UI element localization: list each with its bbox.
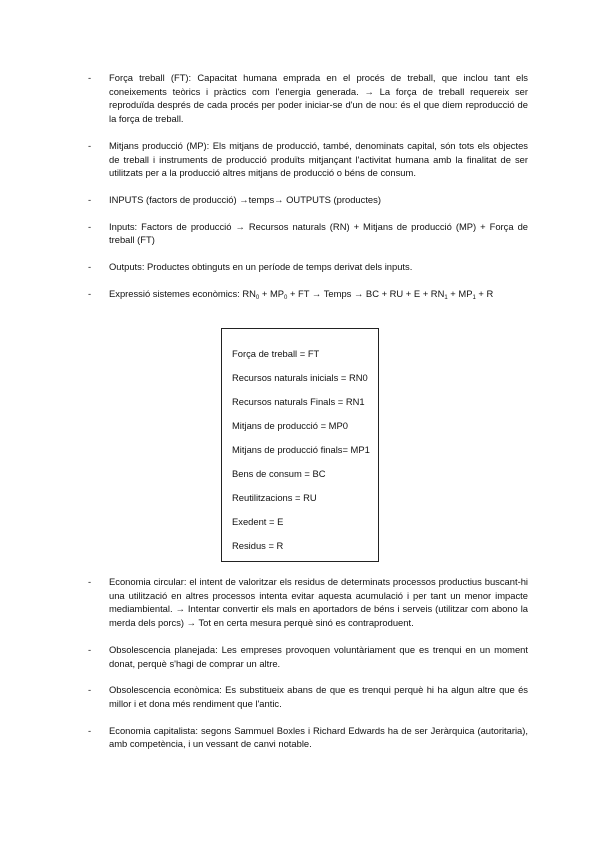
list-item: [88, 260, 528, 274]
list-item: [88, 575, 528, 630]
legend-line: Exedent = E: [232, 516, 284, 527]
item-text-forca-treball: Força treball (FT): Capacitat humana emprada en el procés de treball, que inclou tant els coneixements teòrics i pràctics com l'energia generada. → La força de treball requereix ser reproduïda després de cada procés per poder iniciar-se d'un de nou: és el que diem reproducció de la força de treball.: [109, 72, 528, 125]
item-text-economia-circular: Economia circular: el intent de valoritzar els residus de determinats processos productius buscant-hi una utilització en altres processos intenta evitar aquesta acumulació i per tant un menor impacte mediambiental. → Intentar convertir els mals en aportadors de béns i serveis (utilitzar com abono la merda dels porcs) → Tot en certa mesura perquè sinó es contraproduent.: [109, 576, 528, 629]
list-item: [88, 287, 528, 301]
item-text-outputs: Outputs: Productes obtinguts en un període de temps derivat dels inputs.: [109, 261, 413, 273]
bullet-dash: -: [88, 261, 92, 273]
list-item: [88, 724, 528, 751]
bullet-dash: -: [88, 220, 92, 232]
bullet-dash: -: [88, 193, 92, 205]
expr-sub: 0: [284, 294, 288, 301]
legend-line: Residus = R: [232, 540, 284, 551]
legend-line: Recursos naturals Finals = RN1: [232, 396, 365, 407]
bullet-dash: -: [88, 576, 92, 587]
legend-line: Bens de consum = BC: [232, 468, 326, 479]
list-item: [88, 139, 528, 180]
expr-part: + MP: [447, 287, 473, 299]
bullet-dash: -: [88, 72, 92, 83]
bullet-dash: -: [88, 287, 92, 299]
item-text-obsolescencia-planejada: Obsolescencia planejada: Les empreses provoquen voluntàriament que es trenqui en un moment donat, perquè s'hagi de comprar un altre.: [109, 643, 528, 669]
expr-sub: 1: [444, 294, 448, 301]
bullet-dash: -: [88, 139, 92, 151]
legend-line: Reutilitzacions = RU: [232, 492, 317, 503]
item-text-mitjans-produccio: Mitjans producció (MP): Els mitjans de producció, també, denominats capital, són tots els objectes de treball i instruments de producció produïts mitjançant l'activitat humana amb la finalitat de ser utilitzats per a la producció altres mitjans de producció o béns de consum.: [109, 139, 528, 179]
item-text-expressio: [109, 288, 493, 299]
expr-part: + MP: [259, 287, 285, 299]
bullet-dash: -: [88, 643, 92, 655]
expr-suffix: + R: [475, 287, 494, 299]
legend-line: Mitjans de producció finals= MP1: [232, 444, 370, 455]
notes-list-top: [88, 71, 528, 313]
legend-line: Mitjans de producció = MP0: [232, 420, 348, 431]
item-text-economia-capitalista: Economia capitalista: segons Sammuel Boxles i Richard Edwards ha de ser Jeràrquica (autoritaria), amb competència, i un vessant de canvi notable.: [109, 724, 528, 750]
list-item: [88, 71, 528, 126]
list-item: [88, 220, 528, 247]
expr-part: + FT → Temps → BC + RU + E + RN: [287, 287, 445, 299]
item-text-inputs-outputs: INPUTS (factors de producció) →temps→ OUTPUTS (productes): [109, 193, 381, 205]
item-text-obsolescencia-economica: Obsolescencia econòmica: Es substitueix abans de que es trenqui perquè hi ha algun altre que és millor i et dona més rendiment que l'antic.: [109, 684, 528, 709]
notes-list-bottom: [88, 575, 528, 764]
expr-sub: 1: [472, 294, 476, 301]
expr-sub: 0: [255, 294, 260, 301]
expr-prefix: Expressió sistemes econòmics: RN: [109, 287, 256, 299]
bullet-dash: -: [88, 724, 92, 736]
list-item: [88, 193, 528, 207]
list-item: [88, 683, 528, 710]
legend-line: Força de treball = FT: [232, 348, 320, 359]
item-text-inputs: Inputs: Factors de producció → Recursos naturals (RN) + Mitjans de producció (MP) + Força de treball (FT): [109, 220, 528, 246]
list-item: [88, 643, 528, 670]
legend-box: [221, 328, 379, 562]
bullet-dash: -: [88, 684, 92, 696]
legend-line: Recursos naturals inicials = RN0: [232, 372, 368, 383]
